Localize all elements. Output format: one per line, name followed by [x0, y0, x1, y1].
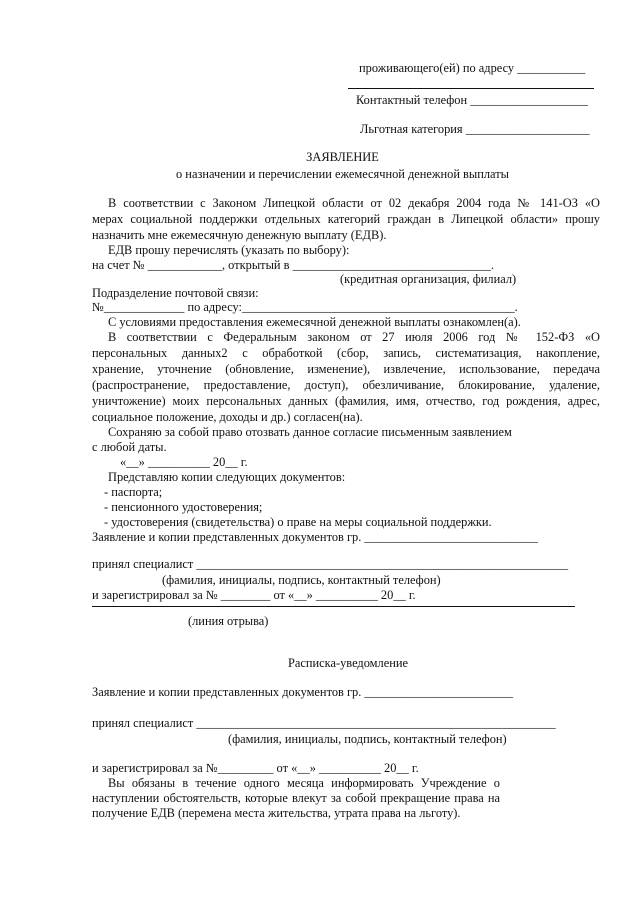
receipt-notice-line-2: наступлении обстоятельств, которые влекут за собой прекращение права на: [92, 791, 500, 805]
documents-intro: Представляю копии следующих документов:: [108, 470, 346, 484]
bank-account-line: на счет № ____________, открытый в ________________________________.: [92, 258, 494, 272]
header-divider: [348, 88, 594, 89]
consent-line-2: персональных данных2 с обработкой (сбор, запись, систематизация, накопление,: [92, 346, 600, 360]
consent-line-4: (распространение, предоставление, доступ), обезличивание, блокирование, удаление,: [92, 378, 600, 392]
receipt-submitted-line: Заявление и копии представленных документов гр. ________________________: [92, 685, 514, 699]
consent-line-5: уничтожение) моих персональных данных (фамилия, имя, отчество, год рождения, адрес,: [92, 394, 600, 408]
accepted-by-line: принял специалист ____________________________________________________________: [92, 557, 569, 571]
paragraph-1-line-1: В соответствии с Законом Липецкой области от 02 декабря 2004 года № 141-ОЗ «О: [108, 196, 600, 210]
phone-line: Контактный телефон ___________________: [356, 93, 588, 107]
paragraph-1-line-3: назначить мне ежемесячную денежную выплату (ЕДВ).: [92, 228, 387, 242]
tear-off-caption: (линия отрыва): [188, 614, 269, 628]
revoke-line-1: Сохраняю за собой право отозвать данное согласие письменным заявлением: [108, 425, 512, 439]
application-date-line: «__» __________ 20__ г.: [120, 455, 248, 469]
document-item-certificate: - удостоверения (свидетельства) о праве на меры социальной поддержки.: [104, 515, 492, 529]
receipt-title: Расписка-уведомление: [288, 656, 408, 670]
address-line: проживающего(ей) по адресу ___________: [359, 61, 586, 75]
registration-line: и зарегистрировал за № ________ от «__» __________ 20__ г.: [92, 588, 416, 602]
accepted-by-caption: (фамилия, инициалы, подпись, контактный телефон): [162, 573, 441, 587]
conditions-acknowledged: С условиями предоставления ежемесячной денежной выплаты ознакомлен(а).: [108, 315, 521, 329]
document-subtitle: о назначении и перечислении ежемесячной денежной выплаты: [176, 167, 509, 181]
receipt-notice-line-1: Вы обязаны в течение одного месяца информировать Учреждение о: [108, 776, 500, 790]
postal-office-line: №_____________ по адресу:____________________________________________.: [92, 300, 518, 314]
revoke-line-2: с любой даты.: [92, 440, 167, 454]
document-item-passport: - паспорта;: [104, 485, 163, 499]
submitted-by-line: Заявление и копии представленных документов гр. ____________________________: [92, 530, 538, 544]
category-line: Льготная категория ____________________: [360, 122, 590, 136]
document-item-pension: - пенсионного удостоверения;: [104, 500, 263, 514]
consent-line-3: хранение, уточнение (обновление, изменение), извлечение, использование, передача: [92, 362, 600, 376]
consent-line-1: В соответствии с Федеральным законом от 27 июля 2006 год № 152-ФЗ «О: [108, 330, 600, 344]
receipt-notice-line-3: получение ЕДВ (перемена места жительства, утрата права на льготу).: [92, 806, 461, 820]
receipt-accepted-line: принял специалист __________________________________________________________: [92, 716, 556, 730]
paragraph-1-line-2: мерах социальной поддержки отдельных категорий граждан в Липецкой области» прошу: [92, 212, 600, 226]
tear-off-line: [92, 606, 575, 607]
bank-account-caption: (кредитная организация, филиал): [340, 272, 517, 286]
consent-line-6: социальное положение, доходы и др.) согласен(на).: [92, 410, 363, 424]
payment-method-label: ЕДВ прошу перечислять (указать по выбору):: [108, 243, 350, 257]
postal-office-label: Подразделение почтовой связи:: [92, 286, 259, 300]
document-title: ЗАЯВЛЕНИЕ: [306, 150, 379, 164]
receipt-registration-line: и зарегистрировал за №_________ от «__» __________ 20__ г.: [92, 761, 419, 775]
receipt-accepted-caption: (фамилия, инициалы, подпись, контактный телефон): [228, 732, 507, 746]
